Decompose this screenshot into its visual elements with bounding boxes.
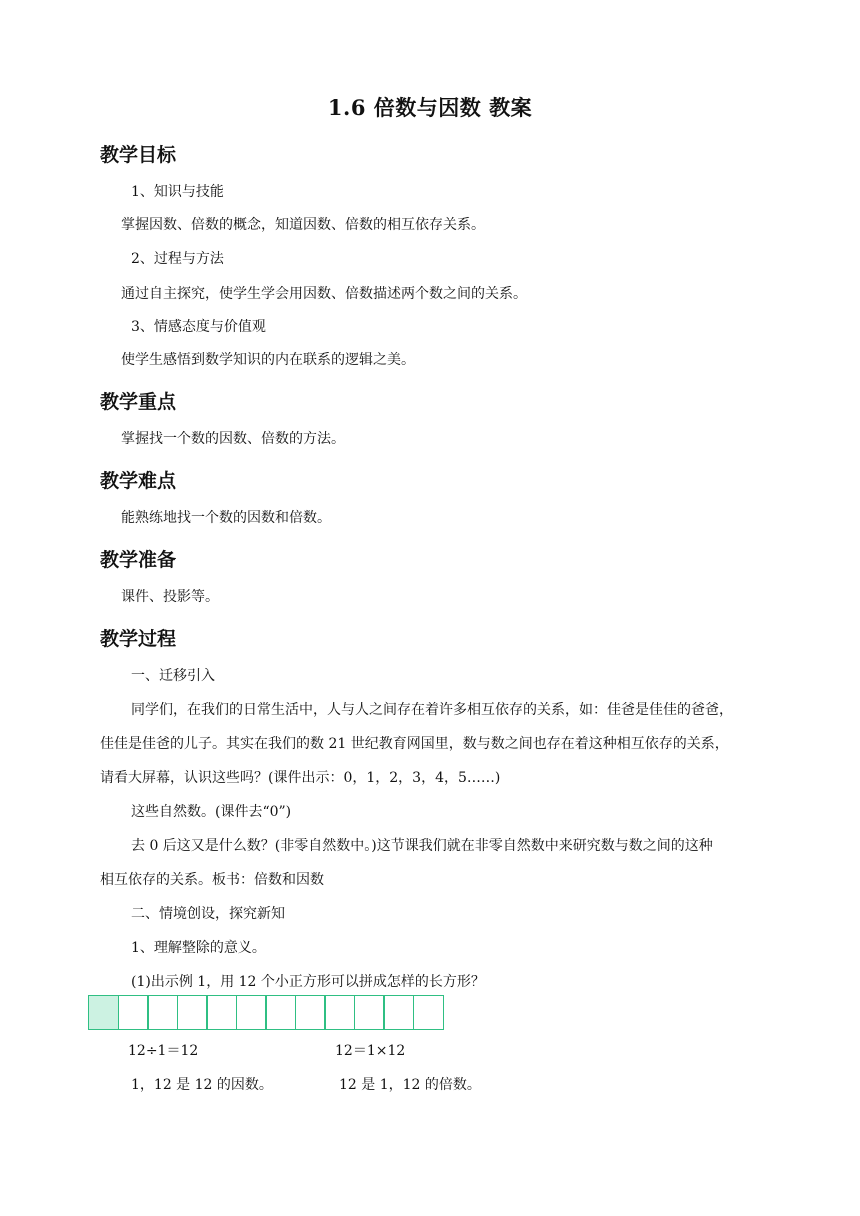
small-square — [295, 995, 326, 1030]
process-line: 二、情境创设，探究新知 — [131, 906, 285, 922]
goal-line: 使学生感悟到数学知识的内在联系的逻辑之美。 — [121, 352, 415, 368]
small-square — [88, 995, 119, 1030]
equation-multiplication: 12＝1×12 — [335, 1043, 406, 1059]
factor-statement: 1，12 是 12 的因数。 — [131, 1077, 273, 1093]
document-title: 1.6 倍数与因数 教案 — [327, 95, 533, 120]
process-line: (1)出示例 1，用 12 个小正方形可以拼成怎样的长方形？ — [131, 974, 485, 990]
goal-line: 3、情感态度与价值观 — [131, 319, 266, 335]
goal-line: 通过自主探究，使学生学会用因数、倍数描述两个数之间的关系。 — [121, 286, 527, 302]
process-line: 1、理解整除的意义。 — [131, 940, 266, 956]
prep-text: 课件、投影等。 — [121, 589, 219, 605]
small-square — [147, 995, 178, 1030]
goal-line: 掌握因数、倍数的概念，知道因数、倍数的相互依存关系。 — [121, 217, 485, 233]
process-line: 一、迁移引入 — [131, 668, 215, 684]
small-square — [354, 995, 385, 1030]
square-row-figure — [88, 995, 444, 1030]
process-line: 请看大屏幕，认识这些吗？(课件出示：0，1，2，3，4，5……) — [100, 770, 501, 786]
process-line: 这些自然数。(课件去“0”) — [131, 804, 292, 820]
heading-process: 教学过程 — [100, 628, 177, 650]
process-line: 同学们，在我们的日常生活中，人与人之间存在着许多相互依存的关系，如：佳爸是佳佳的爸爸， — [131, 702, 733, 718]
small-square — [383, 995, 414, 1030]
goal-line: 1、知识与技能 — [131, 184, 224, 200]
key-text: 掌握找一个数的因数、倍数的方法。 — [121, 431, 345, 447]
small-square — [265, 995, 296, 1030]
process-line: 去 0 后这又是什么数？(非零自然数中。)这节课我们就在非零自然数中来研究数与数之间的这种 — [131, 838, 713, 854]
heading-prep: 教学准备 — [100, 549, 177, 571]
heading-key: 教学重点 — [100, 391, 177, 413]
small-square — [413, 995, 444, 1030]
heading-goals: 教学目标 — [100, 144, 177, 166]
goal-line: 2、过程与方法 — [131, 251, 224, 267]
small-square — [324, 995, 355, 1030]
small-square — [118, 995, 149, 1030]
equation-division: 12÷1＝12 — [128, 1043, 199, 1059]
difficulty-text: 能熟练地找一个数的因数和倍数。 — [121, 510, 331, 526]
small-square — [177, 995, 208, 1030]
multiple-statement: 12 是 1，12 的倍数。 — [339, 1077, 481, 1093]
small-square — [206, 995, 237, 1030]
process-line: 相互依存的关系。板书：倍数和因数 — [100, 872, 324, 888]
heading-difficulty: 教学难点 — [100, 470, 177, 492]
small-square — [236, 995, 267, 1030]
process-line: 佳佳是佳爸的儿子。其实在我们的数 21 世纪教育网国里，数与数之间也存在着这种相互依存的关系， — [100, 736, 729, 752]
